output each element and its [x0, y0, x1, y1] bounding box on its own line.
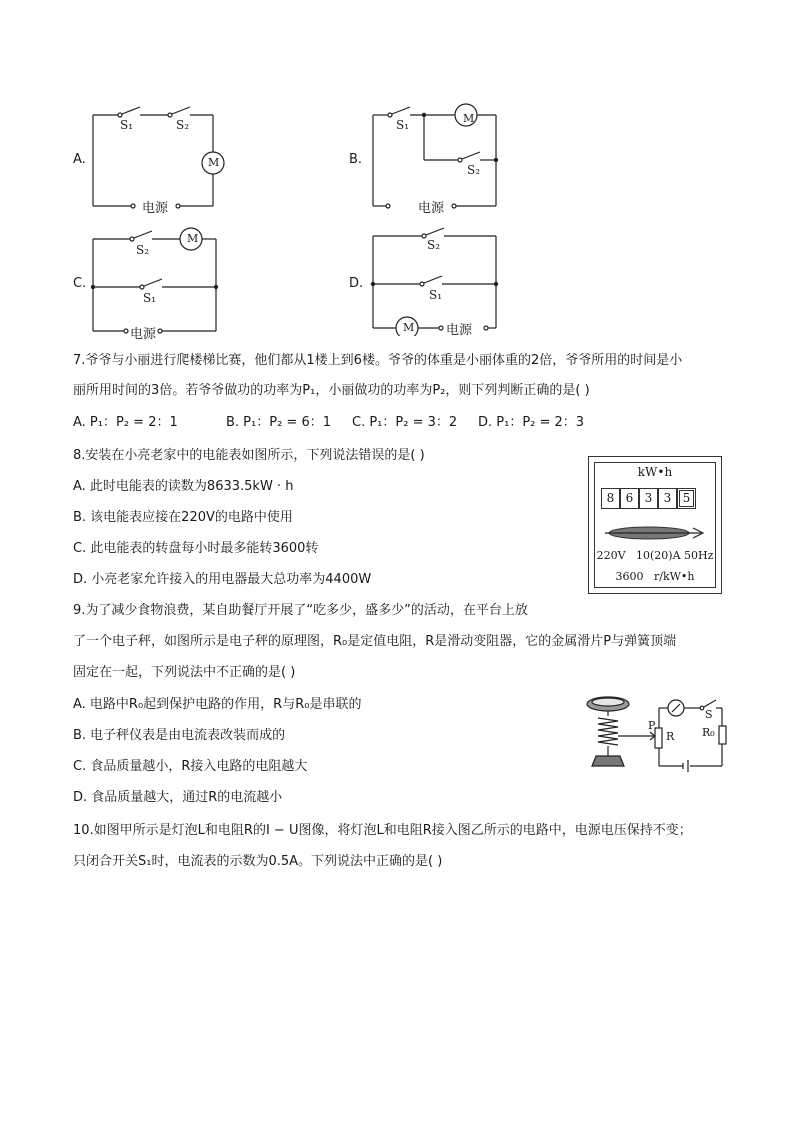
switch-s2-label: S₂: [136, 243, 150, 257]
q6-option-c-label: C.: [73, 276, 87, 291]
q8-stem: 8.安装在小亮老家中的电能表如图所示，下列说法错误的是( ): [73, 448, 425, 463]
q9-option-a[interactable]: A. 电路中R₀起到保护电路的作用，R与R₀是串联的: [73, 697, 362, 712]
switch-s1-label: S₁: [396, 118, 410, 132]
q8-option-a[interactable]: A. 此时电能表的读数为8633.5kW · h: [73, 479, 294, 494]
q9-option-d[interactable]: D. 食品质量越大，通过R的电流越小: [73, 790, 283, 805]
q6-option-a-label: A.: [73, 152, 86, 167]
q8-option-b[interactable]: B. 该电能表应接在220V的电路中使用: [73, 510, 293, 525]
q9-stem-line3: 固定在一起，下列说法中不正确的是( ): [73, 665, 296, 680]
energy-meter: [588, 456, 722, 594]
q6-option-b-label: B.: [349, 152, 363, 167]
q6-option-d-label: D.: [349, 276, 364, 291]
meter-digit: 3: [658, 488, 677, 509]
q10-stem-line2: 只闭合开关S₁时，电流表的示数为0.5A。下列说法中正确的是( ): [73, 854, 443, 869]
meter-digit: 3: [639, 488, 658, 509]
motor-label: M: [463, 112, 475, 125]
slider-p-label: P: [648, 719, 656, 732]
switch-s1-label: S₁: [143, 291, 157, 305]
q7-stem-line1: 7.爷爷与小丽进行爬楼梯比赛，他们都从1楼上到6楼。爷爷的体重是小丽体重的2倍，爷爷所用的时间是小: [73, 353, 683, 368]
q8-option-c[interactable]: C. 此电能表的转盘每小时最多能转3600转: [73, 541, 319, 556]
meter-digit: 6: [620, 488, 639, 509]
meter-rate: 3600 r/kW•h: [615, 570, 695, 583]
switch-s2-label: S₂: [427, 238, 441, 252]
switch-s-label: S: [705, 708, 713, 721]
meter-spec: 220V 10(20)A 50Hz: [596, 549, 714, 562]
power-label: 电源: [446, 323, 473, 338]
power-label: 电源: [418, 201, 445, 216]
motor-label: M: [187, 232, 199, 245]
meter-digits: [601, 487, 696, 509]
motor-label: M: [208, 156, 220, 169]
switch-s1-label: S₁: [120, 118, 134, 132]
switch-s2-label: S₂: [467, 163, 481, 177]
q9-stem-line2: 了一个电子秤，如图所示是电子秤的原理图，R₀是定值电阻，R是滑动变阻器，它的金属滑片P与弹簧顶端: [73, 634, 677, 649]
switch-s2-label: S₂: [176, 118, 190, 132]
q9-option-b[interactable]: B. 电子秤仪表是由电流表改装而成的: [73, 728, 286, 743]
q7-option-d[interactable]: D. P₁：P₂ = 2：3: [478, 415, 585, 430]
switch-s1-label: S₁: [429, 288, 443, 302]
meter-unit: kW•h: [637, 465, 673, 479]
meter-digit-decimal: 5: [677, 488, 696, 509]
circuit-diagram-b: [368, 100, 508, 212]
q9-option-c[interactable]: C. 食品质量越小，R接入电路的电阻越大: [73, 759, 308, 774]
meter-digit: 8: [601, 488, 620, 509]
power-label: 电源: [142, 201, 169, 216]
q7-option-a[interactable]: A. P₁：P₂ = 2：1: [73, 415, 178, 430]
power-label: 电源: [130, 327, 157, 342]
q7-stem-line2: 丽所用时间的3倍。若爷爷做功的功率为P₁，小丽做功的功率为P₂，则下列判断正确的是( ): [73, 383, 590, 398]
motor-label: M: [403, 321, 415, 334]
rheostat-r-label: R: [666, 730, 675, 743]
q8-option-d[interactable]: D. 小亮老家允许接入的用电器最大总功率为4400W: [73, 572, 372, 587]
q7-option-c[interactable]: C. P₁：P₂ = 3：2: [352, 415, 458, 430]
q10-stem-line1: 10.如图甲所示是灯泡L和电阻R的I − U图像，将灯泡L和电阻R接入图乙所示的电路中，电源电压保持不变；: [73, 823, 692, 838]
resistor-r0-label: R₀: [702, 726, 715, 739]
circuit-diagram-c: [88, 224, 228, 336]
q9-stem-line1: 9.为了减少食物浪费，某自助餐厅开展了“吃多少，盛多少”的活动，在平台上放: [73, 603, 528, 618]
meter-disc-icon: [603, 521, 709, 545]
q7-option-b[interactable]: B. P₁：P₂ = 6：1: [226, 415, 331, 430]
